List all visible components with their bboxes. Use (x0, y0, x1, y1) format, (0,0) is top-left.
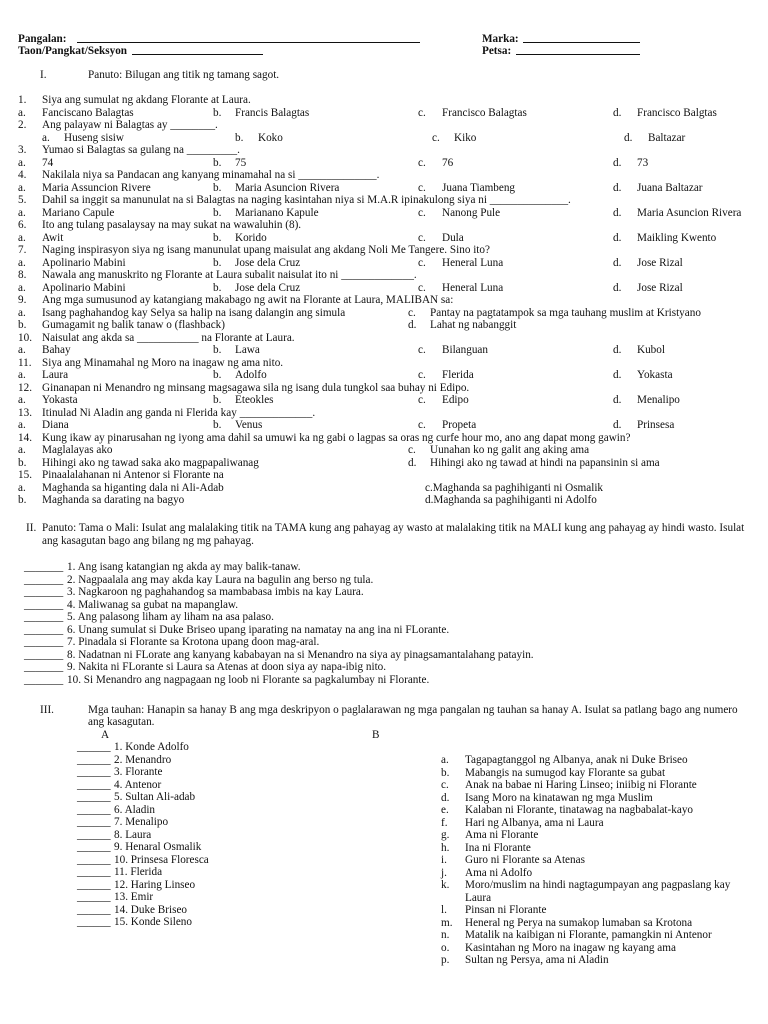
question-number: 3. (18, 144, 27, 156)
character-name: 11. Flerida (114, 866, 163, 878)
question-number: 12. (18, 381, 32, 394)
question-number: 15. (18, 469, 32, 481)
character-name: 9. Henaral Osmalik (114, 841, 202, 853)
match-blank[interactable]: ______ (77, 803, 111, 816)
statement: 7. Pinadala si Florante sa Krotona upang doon mag-aral. (67, 636, 320, 648)
option-text[interactable]: Flerida (442, 369, 474, 381)
question-text: Ginanapan ni Menandro ng minsang magsagawa sila ng isang dula tungkol saa buhay ni Edipo. (42, 381, 470, 394)
character-description: Mabangis na sumugod kay Florante sa gubat (465, 766, 666, 779)
option-text[interactable]: Pantay na pagtatampok sa mga tauhang muslim at Kristyano (430, 306, 701, 319)
match-blank[interactable]: ______ (77, 853, 111, 866)
option-letter[interactable]: c. (408, 444, 416, 456)
question-number: 1. (18, 94, 27, 106)
option-text[interactable]: Fanciscano Balagtas (42, 106, 134, 119)
question-text: Pinaalalahanan ni Antenor si Florante na (42, 469, 224, 481)
option-text[interactable]: Venus (235, 419, 263, 431)
description-letter: b. (441, 766, 450, 779)
option-letter[interactable]: d. (613, 106, 622, 119)
question-text: Yumao si Balagtas sa gulang na _________. (42, 144, 240, 156)
question-number: 6. (18, 219, 27, 231)
option-text[interactable]: Maglalayas ako (42, 444, 113, 456)
question-text: Nakilala niya sa Pandacan ang kanyang minamahal na si ______________. (42, 169, 380, 181)
character-name: 1. Konde Adolfo (114, 741, 189, 753)
option-letter[interactable]: b. (213, 419, 222, 431)
description-letter: d. (441, 791, 450, 804)
option-letter[interactable]: b. (18, 319, 27, 331)
description-letter: a. (441, 754, 449, 766)
option-text[interactable]: Lahat ng nabanggit (430, 319, 517, 331)
question-number: 2. (18, 119, 27, 131)
part3-instruction: Mga tauhan: Hanapin sa hanay B ang mga deskripyon o paglalarawan ng mga pangalan ng tauhan sa hanay A. Isulat sa patlang bago ang numero ang kasagutan. (88, 704, 738, 728)
score-label: Marka: (482, 33, 519, 45)
option-letter[interactable]: d. (613, 181, 622, 194)
answer-blank[interactable]: _______ (24, 586, 64, 598)
option-text[interactable]: Koko (258, 131, 283, 144)
match-blank[interactable]: ______ (77, 828, 111, 841)
match-blank[interactable]: ______ (77, 878, 111, 891)
option-text[interactable]: Jose Rizal (637, 256, 683, 269)
option-text[interactable]: Jose dela Cruz (235, 281, 301, 294)
option-text[interactable]: Bahay (42, 344, 71, 356)
option-text[interactable]: Heneral Luna (442, 281, 504, 294)
question-number: 13. (18, 406, 32, 419)
character-name: 14. Duke Briseo (114, 903, 188, 916)
question-text: Naging inspirasyon siya ng isang manunulat upang maisulat ang akdang Noli Me Tangere. Sino ito? (42, 244, 490, 256)
option-text[interactable]: Nanong Pule (442, 206, 501, 219)
option-letter[interactable]: d. (613, 344, 622, 356)
option-letter[interactable]: b. (213, 394, 222, 406)
option-text[interactable]: Yokasta (42, 394, 78, 406)
question-text: Nawala ang manuskrito ng Florante at Laura subalit naisulat ito ni _____________. (42, 269, 417, 281)
answer-blank[interactable]: _______ (24, 661, 64, 673)
statement: 1. Ang isang katangian ng akda ay may balik-tanaw. (67, 561, 301, 573)
option-text[interactable]: Laura (42, 369, 69, 381)
question-text: Ang mga sumusunod ay katangiang makabago ng awit na Florante at Laura, MALIBAN sa: (42, 294, 454, 306)
option-letter[interactable]: d. (613, 231, 622, 244)
option-letter[interactable]: c. (408, 306, 416, 319)
option-letter[interactable]: c. (418, 231, 426, 244)
option-text[interactable]: Mariano Capule (42, 206, 115, 219)
question-number: 7. (18, 244, 27, 256)
question-number: 8. (18, 269, 27, 281)
column-b-header: B (372, 729, 380, 741)
option-text[interactable]: Dula (442, 231, 464, 244)
option-text[interactable]: Baltazar (648, 131, 686, 144)
option-text[interactable]: Diana (42, 419, 69, 431)
option-text[interactable]: Eteokles (235, 394, 274, 406)
option-text[interactable]: 75 (235, 156, 247, 169)
option-text[interactable]: Yokasta (637, 369, 673, 381)
option-letter[interactable]: b. (213, 281, 222, 294)
option-text[interactable]: Gumagamit ng balik tanaw o (flashback) (42, 319, 225, 331)
option-text[interactable]: Maikling Kwento (637, 231, 717, 244)
option-text[interactable]: Kubol (637, 344, 665, 356)
option-text[interactable]: d.Maghanda sa paghihiganti ni Adolfo (425, 494, 597, 506)
match-blank[interactable]: ______ (77, 866, 111, 878)
question-text: Dahil sa inggit sa manunulat na si Balagtas na naging kasintahan niya si M.A.R ipinakulong siya ni ______________. (42, 194, 571, 206)
option-letter[interactable]: d. (613, 256, 622, 269)
option-text[interactable]: Adolfo (235, 369, 267, 381)
character-description: Ama ni Adolfo (465, 866, 533, 879)
option-letter[interactable]: b. (213, 256, 222, 269)
match-blank[interactable]: ______ (77, 753, 111, 766)
option-text[interactable]: Hihingi ako ng tawad saka ako magpapaliwanag (42, 456, 259, 469)
column-a-header: A (101, 729, 110, 741)
character-description: Ama ni Florante (465, 829, 539, 841)
match-blank[interactable]: ______ (77, 778, 111, 791)
option-letter[interactable]: a. (18, 306, 26, 319)
question-number: 11. (18, 356, 32, 369)
character-description: Sultan ng Persya, ama ni Aladin (465, 954, 609, 966)
character-description: Tagapagtanggol ng Albanya, anak ni Duke Briseo (465, 754, 688, 766)
match-blank[interactable]: ______ (77, 816, 111, 828)
character-name: 15. Konde Sileno (114, 916, 192, 928)
answer-blank[interactable]: _______ (24, 561, 64, 573)
option-text[interactable]: Prinsesa (637, 419, 675, 431)
option-text[interactable]: Apolinario Mabini (42, 256, 126, 269)
character-name: 12. Haring Linseo (114, 878, 196, 891)
option-text[interactable]: c.Maghanda sa paghihiganti ni Osmalik (425, 481, 604, 494)
answer-blank[interactable]: _______ (24, 636, 64, 648)
description-letter: n. (441, 929, 450, 941)
option-letter[interactable]: b. (213, 156, 222, 169)
statement: 6. Unang sumulat si Duke Briseo upang iparating na namatay na ang ina ni FLorante. (67, 623, 450, 636)
answer-blank[interactable]: _______ (24, 673, 64, 686)
description-letter: l. (441, 904, 447, 916)
character-name: 5. Sultan Ali-adab (114, 791, 196, 803)
option-letter[interactable]: b. (235, 131, 244, 144)
option-text[interactable]: Awit (42, 231, 64, 244)
question-text: Siya ang sumulat ng akdang Florante at Laura. (42, 94, 251, 106)
character-name: 7. Menalipo (114, 816, 169, 828)
option-letter[interactable]: c. (418, 344, 426, 356)
part2-numeral: II. (26, 522, 37, 534)
match-blank[interactable]: ______ (77, 791, 111, 803)
description-letter: p. (441, 954, 450, 966)
option-letter[interactable]: a. (18, 231, 26, 244)
name-blank[interactable] (77, 42, 420, 43)
option-text[interactable]: Hihingi ako ng tawad at hindi na papansinin si ama (430, 456, 660, 469)
option-letter[interactable]: b. (213, 206, 222, 219)
description-letter: k. (441, 879, 450, 891)
match-blank[interactable]: ______ (77, 891, 111, 903)
character-description: Guro ni Florante sa Atenas (465, 854, 585, 866)
option-letter[interactable]: b. (18, 456, 27, 469)
date-label: Petsa: (482, 45, 512, 57)
character-description: Moro/muslim na hindi nagtagumpayan ang pagpaslang kay Laura (465, 879, 731, 904)
option-letter[interactable]: b. (213, 369, 222, 381)
option-text[interactable]: 76 (442, 156, 454, 169)
option-letter[interactable]: c. (418, 369, 426, 381)
option-letter[interactable]: a. (18, 106, 26, 119)
character-description: Pinsan ni Florante (465, 904, 547, 916)
description-letter: e. (441, 804, 449, 816)
match-blank[interactable]: ______ (77, 841, 111, 853)
description-letter: h. (441, 841, 450, 854)
character-name: 4. Antenor (114, 778, 162, 791)
character-name: 6. Aladin (114, 803, 156, 816)
description-letter: i. (441, 854, 447, 866)
match-blank[interactable]: ______ (77, 903, 111, 916)
description-letter: f. (441, 816, 448, 829)
answer-blank[interactable]: _______ (24, 648, 64, 661)
option-text[interactable]: Maghanda sa darating na bagyo (42, 494, 185, 506)
option-letter[interactable]: c. (418, 106, 426, 119)
character-description: Heneral ng Perya na sumakop lumaban sa Krotona (465, 916, 693, 929)
part2-instruction: Panuto: Tama o Mali: Isulat ang malalaking titik na TAMA kung ang pahayag ay wasto at malalaking titik na MALI kung ang pahayag ay hindi wasto. Isulat ang kasagutan bago ang bilang ng mg pahayag. (42, 522, 745, 547)
option-text[interactable]: Jose dela Cruz (235, 256, 301, 269)
question-number: 9. (18, 294, 27, 306)
option-text[interactable]: 73 (637, 156, 649, 169)
description-letter: o. (441, 941, 450, 954)
date-blank[interactable] (516, 54, 640, 55)
option-letter[interactable]: a. (18, 281, 26, 294)
option-letter[interactable]: b. (213, 181, 222, 194)
statement: 3. Nagkaroon ng paghahandog sa mambabasa imbis na kay Laura. (67, 586, 364, 598)
option-letter[interactable]: c. (418, 156, 426, 169)
answer-blank[interactable]: _______ (24, 611, 64, 623)
character-description: Matalik na kaibigan ni Florante, pamangkin ni Antenor (465, 929, 712, 941)
question-number: 10. (18, 331, 32, 344)
question-text: Siya ang Minamahal ng Moro na inagaw ng ama nito. (42, 356, 284, 369)
option-text[interactable]: Maria Asuncion Rivera (637, 206, 742, 219)
character-description: Isang Moro na kinatawan ng mga Muslim (465, 791, 653, 804)
option-text[interactable]: Maghanda sa higanting dala ni Ali-Adab (42, 481, 224, 494)
option-text[interactable]: Francis Balagtas (235, 106, 310, 119)
option-letter[interactable]: a. (18, 181, 26, 194)
option-letter[interactable]: d. (613, 419, 622, 431)
match-blank[interactable]: ______ (77, 916, 111, 928)
option-letter[interactable]: a. (18, 444, 26, 456)
option-letter[interactable]: c. (418, 394, 426, 406)
option-letter[interactable]: d. (613, 156, 622, 169)
option-letter[interactable]: d. (613, 206, 622, 219)
option-text[interactable]: Heneral Luna (442, 256, 504, 269)
option-text[interactable]: Juana Tiambeng (442, 181, 516, 194)
section-label: Taon/Pangkat/Seksyon (18, 45, 128, 57)
option-letter[interactable]: c. (418, 281, 426, 294)
option-letter[interactable]: a. (42, 131, 50, 144)
option-text[interactable]: Francisco Balagtas (442, 106, 527, 119)
character-name: 3. Florante (114, 766, 163, 778)
option-letter[interactable]: d. (613, 394, 622, 406)
option-letter[interactable]: d. (624, 131, 633, 144)
option-text[interactable]: Isang paghahandog kay Selya sa halip na isang dalangin ang simula (42, 306, 346, 319)
character-name: 10. Prinsesa Floresca (114, 853, 209, 866)
question-text: Kung ikaw ay pinarusahan ng iyong ama dahil sa umuwi ka ng gabi o lagpas sa oras ng curfe hour mo, ano ang dapat mong gawin? (42, 431, 631, 444)
option-letter[interactable]: b. (213, 344, 222, 356)
option-letter[interactable]: a. (18, 419, 26, 431)
part1-instruction: Panuto: Bilugan ang titik ng tamang sagot. (88, 69, 280, 81)
option-text[interactable]: Marianano Kapule (235, 206, 319, 219)
character-name: 13. Emir (114, 891, 154, 903)
option-text[interactable]: Propeta (442, 419, 477, 431)
option-text[interactable]: Apolinario Mabini (42, 281, 126, 294)
option-letter[interactable]: d. (613, 369, 622, 381)
option-letter[interactable]: b. (213, 106, 222, 119)
option-letter[interactable]: a. (18, 481, 26, 494)
question-text: Ito ang tulang pasalaysay na may sukat na wawaluhin (8). (42, 219, 302, 231)
statement: 9. Nakita ni FLorante si Laura sa Atenas at doon siya ay napa-ibig nito. (67, 661, 387, 673)
option-text[interactable]: Maria Assuncion Rivere (42, 181, 151, 194)
question-text: Ang palayaw ni Balagtas ay ________. (42, 119, 218, 131)
answer-blank[interactable]: _______ (24, 573, 64, 586)
question-number: 5. (18, 194, 27, 206)
statement: 5. Ang palasong liham ay liham na asa palaso. (67, 611, 274, 623)
option-letter[interactable]: a. (18, 344, 26, 356)
question-number: 14. (18, 431, 32, 444)
question-text: Itinulad Ni Aladin ang ganda ni Flerida kay _____________. (42, 406, 316, 419)
statement: 4. Maliwanag sa gubat na mapanglaw. (67, 598, 239, 611)
option-text[interactable]: Edipo (442, 394, 469, 406)
option-letter[interactable]: d. (408, 456, 417, 469)
name-label: Pangalan: (18, 33, 67, 45)
match-blank[interactable]: ______ (77, 766, 111, 778)
character-description: Anak na babae ni Haring Linseo; iniibig ni Florante (465, 779, 697, 791)
description-letter: j. (441, 866, 447, 879)
option-letter[interactable]: d. (613, 281, 622, 294)
option-letter[interactable]: a. (18, 256, 26, 269)
option-letter[interactable]: a. (18, 206, 26, 219)
question-text: Naisulat ang akda sa ___________ na Florante at Laura. (42, 331, 295, 344)
match-blank[interactable]: ______ (77, 741, 111, 753)
option-letter[interactable]: c. (418, 419, 426, 431)
option-text[interactable]: Lawa (235, 344, 260, 356)
option-letter[interactable]: c. (432, 131, 440, 144)
option-text[interactable]: Bilanguan (442, 344, 488, 356)
option-letter[interactable]: b. (213, 231, 222, 244)
question-number: 4. (18, 169, 27, 181)
part3-numeral: III. (40, 704, 54, 716)
answer-blank[interactable]: _______ (24, 598, 64, 611)
score-blank[interactable] (523, 42, 640, 43)
option-text[interactable]: Kiko (454, 131, 477, 144)
character-name: 2. Menandro (114, 753, 172, 766)
statement: 10. Si Menandro ang nagpagaan ng loob ni Florante sa pagkalumbay ni Florante. (67, 673, 430, 686)
option-letter[interactable]: b. (18, 494, 27, 506)
option-letter[interactable]: d. (408, 319, 417, 331)
option-text[interactable]: Maria Asuncion Rivera (235, 181, 340, 194)
character-description: Ina ni Florante (465, 841, 531, 854)
option-letter[interactable]: c. (418, 206, 426, 219)
character-name: 8. Laura (114, 828, 152, 841)
answer-blank[interactable]: _______ (24, 623, 64, 636)
option-letter[interactable]: a. (18, 394, 26, 406)
statement: 8. Nadatnan ni FLorate ang kanyang kababayan na si Menandro na siya ay pinagsamantalahang patayin. (67, 648, 534, 661)
section-blank[interactable] (132, 54, 263, 55)
statement: 2. Nagpaalala ang may akda kay Laura na bagulin ang berso ng tula. (67, 573, 374, 586)
option-letter[interactable]: c. (418, 256, 426, 269)
description-letter: c. (441, 779, 449, 791)
option-letter[interactable]: c. (418, 181, 426, 194)
option-letter[interactable]: a. (18, 156, 26, 169)
option-text[interactable]: Korido (235, 231, 267, 244)
option-text[interactable]: Uunahan ko ng galit ang aking ama (430, 444, 590, 456)
option-text[interactable]: Juana Baltazar (637, 181, 703, 194)
option-text[interactable]: Francisco Balgtas (637, 106, 717, 119)
character-description: Kalaban ni Florante, tinatawag na nagbabalat-kayo (465, 804, 694, 816)
option-text[interactable]: Jose Rizal (637, 281, 683, 294)
option-letter[interactable]: a. (18, 369, 26, 381)
option-text[interactable]: Menalipo (637, 394, 680, 406)
option-text[interactable]: Huseng sisiw (64, 131, 124, 144)
description-letter: g. (441, 829, 450, 841)
option-text[interactable]: 74 (42, 156, 54, 169)
character-description: Hari ng Albanya, ama ni Laura (465, 816, 604, 829)
character-description: Kasintahan ng Moro na inagaw ng kayang ama (465, 941, 676, 954)
part1-numeral: I. (40, 69, 47, 81)
description-letter: m. (441, 916, 453, 929)
